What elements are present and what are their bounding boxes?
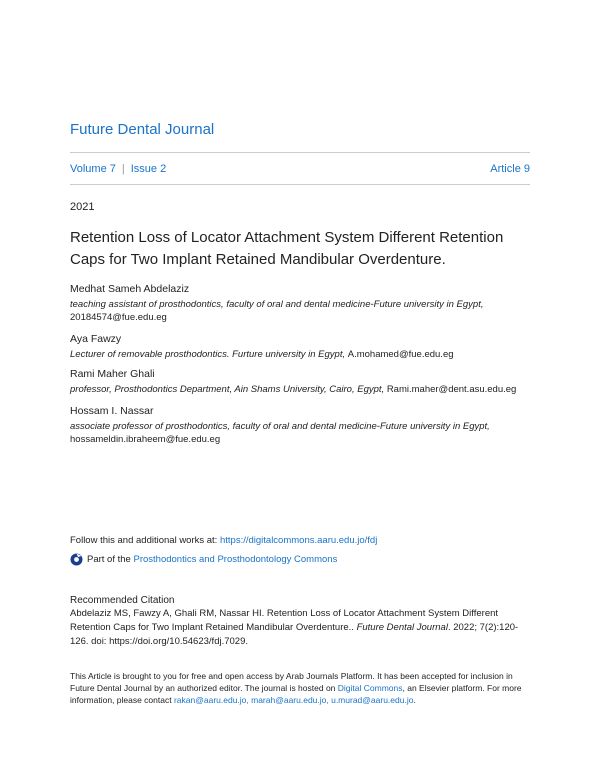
- author-affiliation: [70, 348, 540, 361]
- footer-text: , an Elsevier platform. For more information, please contact: [70, 683, 522, 705]
- repository-link[interactable]: https://digitalcommons.aaru.edu.jo/fdj: [219, 535, 378, 546]
- author-block: [70, 283, 540, 324]
- contact-emails-link[interactable]: rakan@aaru.edu.jo, marah@aaru.edu.jo, u.murad@aaru.edu.jo: [173, 695, 414, 705]
- affiliation-text: teaching assistant of prosthodontics, faculty of oral and dental medicine-Future university in Egypt,: [70, 299, 484, 310]
- digital-commons-network-icon: [70, 553, 83, 566]
- issue-meta-row: [70, 163, 530, 175]
- author-email: 20184574@fue.edu.eg: [70, 312, 167, 323]
- author-name: Rami Maher Ghali: [70, 368, 155, 380]
- follow-text: Follow this and additional works at:: [70, 535, 218, 546]
- author-block: [70, 405, 540, 446]
- volume-link[interactable]: Volume 7: [70, 163, 116, 175]
- author-block: [70, 333, 540, 361]
- affiliation-text: professor, Prosthodontics Department, Ain Shams University, Cairo, Egypt,: [70, 384, 385, 395]
- publication-year: 2021: [70, 201, 95, 213]
- author-email: A.mohamed@fue.edu.eg: [347, 349, 454, 360]
- issue-link[interactable]: Issue 2: [130, 163, 167, 175]
- author-email: hossameldin.ibraheem@fue.edu.eg: [70, 434, 221, 445]
- recommended-citation-heading: Recommended Citation: [70, 595, 175, 606]
- author-affiliation: [70, 383, 540, 396]
- footer-period: .: [413, 695, 416, 705]
- citation-body: Abdelaziz MS, Fawzy A, Ghali RM, Nassar HI. Retention Loss of Locator Attachment System Different Retention Caps for Two Implant Retained Mandibular Overdenture..: [70, 608, 499, 633]
- top-divider: [70, 152, 530, 153]
- author-name: Aya Fawzy: [70, 333, 122, 345]
- commons-link[interactable]: Prosthodontics and Prosthodontology Commons: [133, 554, 338, 565]
- author-email: Rami.maher@dent.asu.edu.eg: [386, 384, 517, 395]
- part-of-text: Part of the: [87, 554, 131, 565]
- footer-text: This Article is brought to you for free and open access by Arab Journals Platform. It has been accepted for inclusion in Future Dental Journal by an authorized editor. The journal is hosted on: [70, 671, 513, 693]
- footer-notice: [70, 670, 530, 706]
- article-title: Retention Loss of Locator Attachment System Different Retention Caps for Two Implant Retained Mandibular Overdenture.: [70, 229, 504, 268]
- author-affiliation: [70, 420, 540, 446]
- affiliation-text: Lecturer of removable prosthodontics. Furture university in Egypt,: [70, 349, 346, 360]
- affiliation-text: associate professor of prosthodontics, faculty of oral and dental medicine-Future university in Egypt,: [70, 421, 490, 432]
- digital-commons-link[interactable]: Digital Commons: [337, 683, 403, 693]
- author-affiliation: [70, 298, 540, 324]
- author-block: [70, 368, 540, 396]
- part-of-line: [70, 553, 337, 566]
- author-name: Medhat Sameh Abdelaziz: [70, 283, 190, 295]
- meta-divider: [70, 184, 530, 185]
- citation-text: [70, 607, 530, 649]
- citation-tail: . 2022; 7(2):120-126. doi: https://doi.org/10.54623/fdj.7029.: [70, 622, 519, 647]
- citation-journal: Future Dental Journal: [356, 622, 448, 633]
- author-name: Hossam I. Nassar: [70, 405, 154, 417]
- journal-title-link[interactable]: Future Dental Journal: [70, 121, 215, 138]
- article-link[interactable]: Article 9: [490, 163, 530, 175]
- meta-separator: |: [121, 163, 125, 175]
- follow-line: [70, 535, 377, 546]
